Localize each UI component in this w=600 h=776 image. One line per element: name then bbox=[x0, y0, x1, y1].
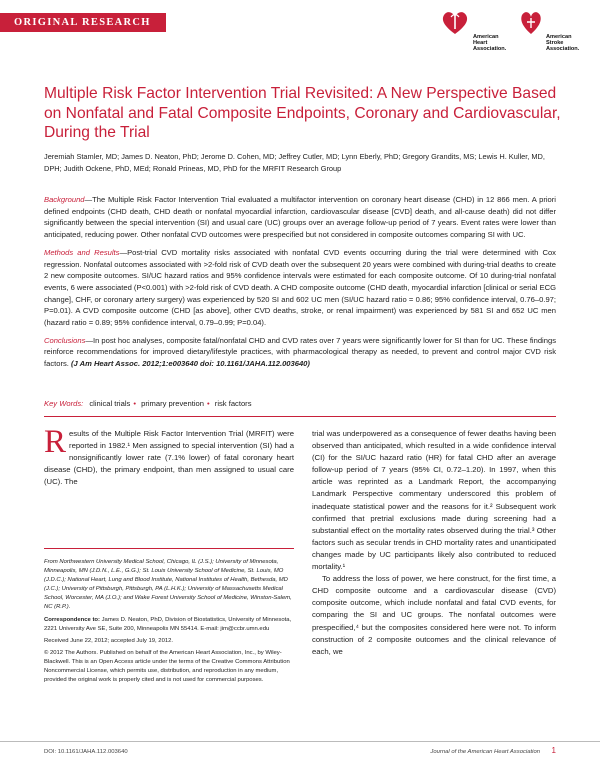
drop-cap: R bbox=[44, 424, 67, 460]
correspondence-text: James D. Neaton, PhD, Division of Biostatistics, University of Minnesota, 2221 University Ave SE, Suite 200, Minneapolis MN 55414. E-mail: jim@ccbr.umn.edu bbox=[44, 616, 292, 632]
asa-heart-icon bbox=[519, 8, 543, 36]
abstract bbox=[44, 194, 556, 376]
license-text: © 2012 The Authors. Published on behalf of the American Heart Association, Inc., by Wiley-Blackwell. This is an Open Access article under the terms of the Creative Commons Attribution Noncommercial License, which permits use, distribution, and reproduction in any medium, provided the original work is properly cited and is not used for commercial purposes. bbox=[44, 649, 290, 684]
affiliation-from: From Northwestern University Medical School, Chicago, IL (J.S.); University of Minnesota, Minneapolis, MN (J.D.N., L.E., G.G.); St. Louis University School of Medicine, St. Louis, MO (J.D.C.); National Heart, Lung and Blood Institute, National Institutes of Health, Bethesda, MD (J.C.); University of Pittsburgh, Pittsburgh, PA (L.H.K.); University of Massachusetts Medical School, Worcester, MA (J.O.); and Wake Forest University School of Medicine, Winston-Salem, NC (R.P.). bbox=[44, 559, 292, 611]
keyword-separator: • bbox=[207, 399, 210, 408]
footer-journal: Journal of the American Heart Association bbox=[430, 749, 540, 755]
background-label: Background bbox=[44, 195, 85, 204]
intro-paragraph bbox=[44, 424, 294, 488]
affiliations bbox=[44, 558, 294, 688]
asa-logo bbox=[519, 8, 586, 53]
citation: (J Am Heart Assoc. 2012;1:e003640 doi: 10.1161/JAHA.112.003640) bbox=[71, 359, 310, 369]
methods-text: —Post-trial CVD mortality risks associated with nonfatal CVD events occurring during the trial were determined with Cox regression. Nonfatal outcomes associated with >2-fold risk of CVD death over the subsequent 20 years were combined with during-trial deaths to create 2 new composite outcomes. SI/UC hazard ratios and 95% confidence intervals were estimated for each composite outcome. Of 10 during-trial nonfatal events, 6 were associated (P<0.001) with >2-fold risk of CVD death. A CHD composite outcome (CHD death, myocardial infarction [clinical or serial ECG change], CHF, or coronary artery surgery) was experienced by 520 SI and 602 UC men (SI/UC hazard ratio = 0.86; 95% confidence interval, 0.76–0.97; P=0.01). A CVD composite outcome (CHD [as above], other CVD deaths, stroke, or renal impairment) was experienced by 581 SI and 652 UC men (hazard ratio = 0.89; 95% confidence interval, 0.79–0.99; P=0.04). bbox=[44, 247, 556, 328]
aha-logo-text: American Heart Association. bbox=[473, 34, 507, 53]
aha-logo bbox=[440, 8, 513, 53]
intro-text: esults of the Multiple Risk Factor Intervention Trial (MRFIT) were reported in 1982.¹ Men assigned to special intervention (SI) had a nonsignificantly lower rate (7.1% lower) of fatal coronary heart disease (CHD), the primary endpoint, than men assigned to usual care (UC). The bbox=[44, 429, 294, 487]
keywords-label: Key Words: bbox=[44, 399, 84, 408]
correspondence-label: Correspondence to: bbox=[44, 616, 100, 623]
body-column-right bbox=[312, 428, 556, 658]
affiliation-divider bbox=[44, 548, 294, 549]
correspondence bbox=[44, 616, 294, 634]
body-paragraph: trial was underpowered as a consequence of fewer deaths having been observed than anticipated, which resulted in a wide confidence interval (CI) for the SI/UC hazard ratio (HR) for fatal CHD after an average follow-up period of 7 years (95% CI, 0.72–1.20). In 1997, when this article was reprinted as a Landmark Report, the accompanying Landmark Perspective commentary underscored this problem of inadequate statistical power and the reasons for it.² Subsequent work confirmed that pretrial exclusions made during screening had a substantial effect on the mortality rates observed during the trial.³ Other factors such as secular trends in CHD mortality rates and unanticipated changes made by UC participants likely also contributed to reduced mortality.¹ bbox=[312, 429, 556, 572]
asa-logo-text: American Stroke Association. bbox=[546, 34, 580, 53]
keyword[interactable]: primary prevention bbox=[141, 399, 204, 408]
keyword-separator: • bbox=[133, 399, 136, 408]
conclusions-text: —In post hoc analyses, composite fatal/nonfatal CHD and CVD rates over 7 years were significantly lower for SI than for UC. These findings reinforce recommendations for improved dietary/lifestyle practices, with pharmacological therapy as needed, to prevent and control major CVD risk factors. bbox=[44, 335, 556, 369]
section-tag: ORIGINAL RESEARCH bbox=[0, 13, 166, 32]
section-divider bbox=[44, 416, 556, 417]
society-logos bbox=[440, 8, 586, 53]
author-list: Jeremiah Stamler, MD; James D. Neaton, PhD; Jerome D. Cohen, MD; Jeffrey Cutler, MD; Lynn Eberly, PhD; Gregory Grandits, MS; Lewis H. Kuller, MD, DPH; Judith Ockene, PhD, MEd; Ronald Prineas, MD, PhD for the MRFIT Research Group bbox=[44, 152, 545, 173]
heart-torch-icon bbox=[440, 8, 470, 36]
footer-doi: DOI: 10.1161/JAHA.112.003640 bbox=[44, 749, 128, 755]
keywords bbox=[44, 399, 252, 408]
page-number: 1 bbox=[551, 746, 556, 755]
abstract-conclusions bbox=[44, 335, 556, 370]
abstract-background bbox=[44, 194, 556, 241]
footer-divider bbox=[0, 741, 600, 742]
body-paragraph: To address the loss of power, we here construct, for the first time, a CHD composite outcome and a cardiovascular disease (CVD) composite outcome, which include nonfatal and fatal CVD events, for comparing the SI and UC groups. The nonfatal outcomes were prespecified,⁴ but the composites considered here were not. To inform construction of 2 composite outcomes and the clinical relevance of each, we bbox=[312, 574, 556, 656]
background-text: —The Multiple Risk Factor Intervention Trial evaluated a multifactor intervention on coronary heart disease (CHD) in 12 866 men. A priori defined endpoints (CHD death, CHD death or nonfatal myocardial infarction, cardiovascular disease [CVD] death, and all-cause death) did not differ significantly between the special intervention (SI) and usual care (UC) groups over an average follow-up period of 7 years. Event rates were lower than anticipated, reducing power. Other nonfatal CVD outcomes were prespecified but not considered in composite outcomes comparing SI with UC. bbox=[44, 195, 556, 240]
body-column-left bbox=[44, 424, 294, 488]
methods-label: Methods and Results bbox=[44, 247, 120, 257]
keyword[interactable]: clinical trials bbox=[89, 399, 131, 408]
conclusions-label: Conclusions bbox=[44, 335, 86, 345]
article-title: Multiple Risk Factor Intervention Trial Revisited: A New Perspective Based on Nonfatal and Fatal Composite Endpoints, Coronary and Cardiovascular, During the Trial bbox=[44, 85, 561, 141]
received-dates: Received June 22, 2012; accepted July 19, 2012. bbox=[44, 637, 174, 644]
keyword[interactable]: risk factors bbox=[214, 399, 252, 408]
abstract-methods bbox=[44, 247, 556, 329]
